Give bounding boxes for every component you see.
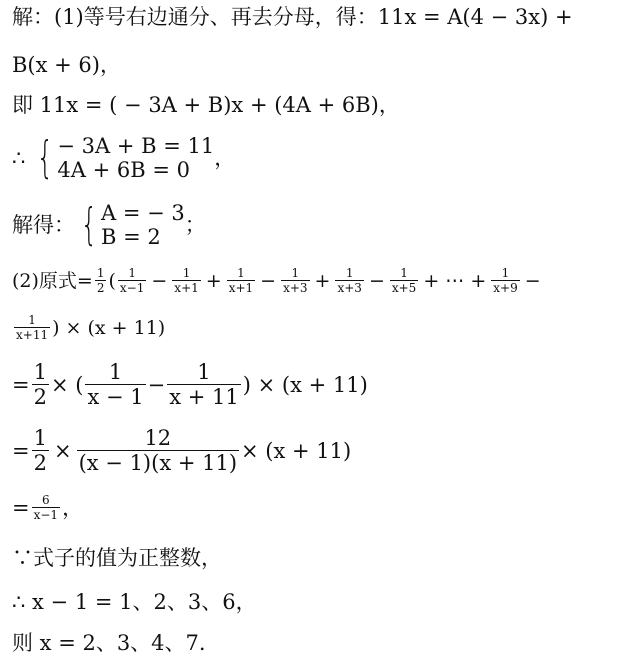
punct: ， — [62, 495, 84, 520]
brace-icon: { — [80, 199, 98, 250]
closing-factor: ) × (x + 11) — [242, 372, 368, 397]
punct: ； — [184, 213, 206, 237]
punct: ， — [214, 146, 236, 170]
line-5-solution — [12, 201, 206, 249]
fraction-term: 1 x+5 — [391, 266, 417, 295]
fraction-term: 1 x+3 — [337, 266, 362, 295]
operator: + — [314, 269, 331, 292]
equation-11x: 11x = A(4 − 3x) + — [377, 5, 573, 29]
fraction-term: 1 x+11 — [16, 313, 49, 342]
brace-icon: { — [36, 132, 54, 183]
fraction-1: 1 x − 1 — [87, 360, 144, 409]
fraction-term: 1 x+9 — [493, 266, 518, 295]
system-eq-1: − 3A + B = 11 — [57, 134, 215, 158]
fraction-2: 1 x + 11 — [169, 360, 239, 409]
operator: − — [368, 269, 385, 292]
minus: − — [147, 372, 166, 397]
line-12: ∴ x − 1 = 1、2、3、6， — [12, 590, 257, 614]
open-paren: ( — [108, 269, 116, 292]
line-1 — [12, 4, 573, 30]
times: × — [53, 438, 72, 463]
fraction-result: 6 x−1 — [33, 493, 59, 522]
fraction-half: 1 2 — [96, 266, 105, 295]
fraction-half: 1 2 — [33, 426, 47, 475]
line-4-system — [12, 134, 235, 182]
line-2: B(x + 6)， — [12, 53, 121, 77]
equation-system — [31, 134, 214, 182]
line-7-expression — [12, 313, 165, 342]
operator: − — [524, 269, 541, 292]
line-11: ∵式子的值为正整数， — [12, 546, 222, 570]
fraction-term: 1 x−1 — [119, 266, 145, 295]
solution-a: A = − 3 — [101, 201, 185, 225]
fraction-term: 1 x+1 — [174, 266, 199, 295]
part1-intro: 解：(1)等号右边通分、再去分母，得： — [12, 5, 378, 29]
operator: + — [205, 269, 222, 292]
fraction-combined: 12 (x − 1)(x + 11) — [78, 426, 238, 475]
fraction-term: 1 x+1 — [228, 266, 254, 295]
fraction-term: 1 x+3 — [283, 266, 308, 295]
line-3: 即 11x = ( − 3A + B)x + (4A + 6B)， — [12, 93, 400, 117]
equals: = — [12, 495, 30, 520]
solve-label: 解得： — [12, 213, 75, 237]
line-6-expression — [12, 266, 544, 295]
line-8-step — [12, 360, 368, 409]
solution-b: B = 2 — [101, 225, 161, 249]
part2-label: (2)原式= — [12, 269, 93, 292]
line-13: 则 x = 2、3、4、7. — [12, 631, 206, 655]
therefore-symbol: ∴ — [12, 146, 26, 170]
operator: − — [260, 269, 277, 292]
operator: − — [151, 269, 168, 292]
solution-system — [75, 201, 185, 249]
fraction-half: 1 2 — [33, 360, 47, 409]
line-9-step — [12, 426, 351, 475]
closing-factor: ) × (x + 11) — [52, 316, 166, 339]
system-eq-2: 4A + 6B = 0 — [57, 158, 190, 182]
times-paren: × ( — [50, 372, 84, 397]
operator: + ⋯ + — [423, 269, 487, 292]
line-10-result — [12, 493, 83, 522]
equals: = — [12, 438, 30, 463]
equals: = — [12, 372, 30, 397]
closing-factor: × (x + 11) — [241, 438, 352, 463]
